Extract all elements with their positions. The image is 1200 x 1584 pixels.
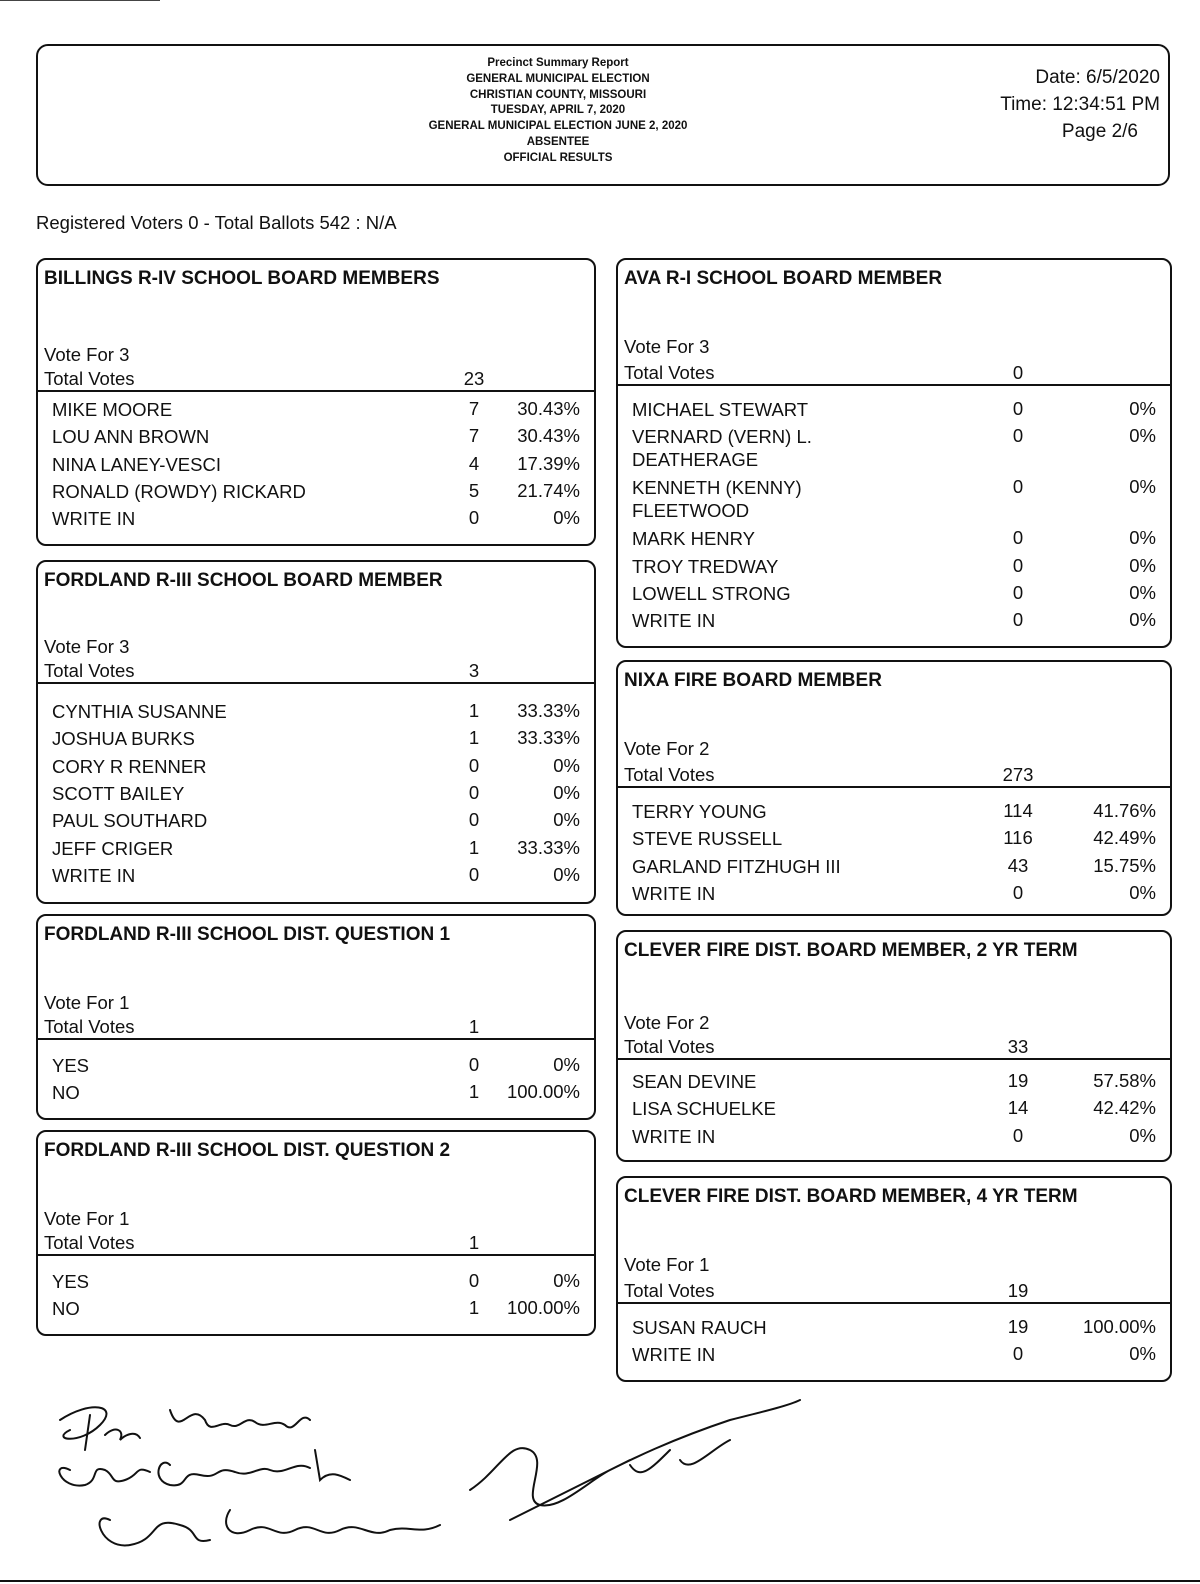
candidate-name: TROY TREDWAY	[632, 555, 779, 577]
candidate-row	[632, 527, 1170, 554]
contest-box	[616, 930, 1172, 1162]
signature-4	[470, 1400, 800, 1520]
candidate-name: YES	[52, 1055, 90, 1076]
header-divider	[38, 390, 594, 392]
candidate-row	[52, 755, 594, 782]
candidate-votes: 7	[468, 398, 480, 419]
candidate-row	[632, 1097, 1170, 1124]
candidate-name: WRITE IN	[52, 508, 136, 530]
election-date: TUESDAY, APRIL 7, 2020	[490, 104, 626, 117]
header-divider	[618, 384, 1170, 386]
candidate-name: STEVE RUSSELL	[632, 828, 783, 850]
candidate-row	[632, 1125, 1170, 1152]
candidate-percent: 15.75%	[1093, 854, 1156, 876]
candidate-votes: 114	[1003, 800, 1033, 821]
report-time: Time: 12:34:51 PM	[1000, 94, 1160, 115]
candidate-row	[632, 1343, 1170, 1370]
candidate-name: JOSHUA BURKS	[52, 728, 195, 750]
candidate-percent: 17.39%	[517, 452, 580, 474]
vote-for-label: Vote For 3	[624, 336, 710, 357]
vote-for-label: Vote For 1	[44, 992, 130, 1013]
candidate-row	[632, 425, 1170, 471]
vote-for-label: Vote For 1	[624, 1254, 710, 1275]
candidate-percent: 33.33%	[517, 727, 580, 749]
candidate-votes: 0	[1012, 609, 1024, 631]
contest-title: FORDLAND R-III SCHOOL DIST. QUESTION 1	[44, 924, 451, 945]
candidate-name: SEAN DEVINE	[632, 1071, 757, 1092]
candidate-percent: 57.58%	[1093, 1070, 1156, 1091]
candidate-name: LOWELL STRONG	[632, 582, 791, 604]
candidate-name: YES	[52, 1271, 90, 1292]
candidate-name: MICHAEL STEWART	[632, 399, 809, 420]
election-name: GENERAL MUNICIPAL ELECTION	[466, 72, 650, 85]
candidate-name: CYNTHIA SUSANNE	[52, 701, 227, 722]
total-votes-value: 1	[468, 1016, 480, 1037]
total-votes-value: 273	[1002, 764, 1034, 785]
candidate-percent: 0%	[1129, 425, 1156, 447]
total-votes-label: Total Votes	[44, 1232, 135, 1253]
candidate-votes: 43	[1007, 854, 1029, 876]
candidate-row	[52, 453, 594, 480]
candidate-name: MARK HENRY	[632, 528, 756, 550]
signature-2	[59, 1450, 350, 1486]
candidate-row	[52, 425, 594, 452]
total-votes-value: 23	[463, 368, 485, 389]
total-votes-label: Total Votes	[624, 362, 715, 383]
total-votes-value: 0	[1012, 362, 1024, 383]
page-bottom-rule	[0, 1580, 1200, 1582]
total-votes-label: Total Votes	[624, 1280, 715, 1301]
candidate-votes: 0	[468, 863, 480, 885]
candidate-name: SUSAN RAUCH	[632, 1317, 767, 1338]
vote-for-label: Vote For 2	[624, 1012, 710, 1033]
candidate-name: WRITE IN	[632, 610, 716, 632]
candidate-votes: 0	[1012, 581, 1024, 603]
candidate-row	[52, 782, 594, 809]
contest-box	[616, 258, 1172, 648]
candidate-percent: 0%	[553, 809, 580, 831]
candidate-percent: 0%	[553, 863, 580, 885]
candidate-votes: 19	[1007, 1070, 1029, 1091]
candidate-row	[632, 882, 1170, 909]
candidate-votes: 0	[1012, 425, 1024, 447]
candidate-votes: 0	[1012, 527, 1024, 549]
candidate-votes: 0	[1012, 881, 1024, 903]
candidate-row	[52, 1081, 594, 1108]
contest-title: CLEVER FIRE DIST. BOARD MEMBER, 2 YR TERM	[624, 940, 1078, 961]
candidate-row	[632, 800, 1170, 827]
header-divider	[618, 1302, 1170, 1304]
candidate-votes: 0	[1012, 476, 1024, 498]
candidate-name: VERNARD (VERN) L. DEATHERAGE	[632, 426, 812, 471]
ballot-type: ABSENTEE	[526, 135, 590, 148]
candidate-percent: 0%	[1129, 881, 1156, 903]
signature-1	[60, 1407, 310, 1450]
candidate-name-continued: DEATHERAGE	[632, 449, 759, 471]
candidate-percent: 42.42%	[1093, 1097, 1156, 1119]
candidate-row	[632, 855, 1170, 882]
candidate-row	[632, 476, 1170, 522]
contest-title: NIXA FIRE BOARD MEMBER	[624, 670, 882, 691]
report-date: Date: 6/5/2020	[1035, 67, 1160, 88]
candidate-row	[52, 700, 594, 727]
vote-for-label: Vote For 1	[44, 1208, 130, 1229]
candidate-name: WRITE IN	[52, 864, 136, 886]
vote-for-label: Vote For 3	[44, 636, 130, 657]
candidate-percent: 0%	[1129, 609, 1156, 631]
candidate-name: RONALD (ROWDY) RICKARD	[52, 480, 306, 502]
candidate-votes: 14	[1007, 1097, 1029, 1119]
candidate-row	[632, 1070, 1170, 1097]
vote-for-label: Vote For 2	[624, 738, 710, 759]
candidate-votes: 19	[1007, 1316, 1029, 1337]
header-divider	[618, 1058, 1170, 1060]
candidate-percent: 0%	[553, 1270, 580, 1291]
candidate-row	[52, 1270, 594, 1297]
signature-3	[100, 1510, 440, 1545]
candidate-votes: 0	[1012, 554, 1024, 576]
candidate-name: NO	[52, 1298, 80, 1320]
candidate-percent: 30.43%	[517, 398, 580, 419]
candidate-name: WRITE IN	[632, 882, 716, 904]
candidate-name: TERRY YOUNG	[632, 801, 767, 822]
page-number: Page 2/6	[1061, 121, 1138, 142]
contest-title: CLEVER FIRE DIST. BOARD MEMBER, 4 YR TERM	[624, 1186, 1078, 1207]
contest-box	[36, 914, 596, 1120]
candidate-name: WRITE IN	[632, 1344, 716, 1366]
candidate-votes: 1	[468, 727, 480, 749]
contest-box	[616, 660, 1172, 916]
candidate-name: KENNETH (KENNY) FLEETWOOD	[632, 477, 802, 522]
candidate-votes: 1	[468, 1081, 480, 1103]
contest-box	[36, 560, 596, 904]
total-votes-value: 19	[1007, 1280, 1029, 1301]
candidate-votes: 0	[468, 809, 480, 831]
candidate-votes: 1	[468, 836, 480, 858]
candidate-votes: 1	[468, 700, 480, 721]
candidate-percent: 33.33%	[517, 836, 580, 858]
candidate-name: MIKE MOORE	[52, 399, 173, 420]
total-votes-label: Total Votes	[44, 660, 135, 681]
candidate-votes: 116	[1003, 827, 1033, 849]
total-votes-label: Total Votes	[624, 1036, 715, 1057]
registered-voters-summary: Registered Voters 0 - Total Ballots 542 : N/A	[36, 212, 397, 233]
candidate-votes: 0	[1012, 398, 1024, 419]
election-subtitle: GENERAL MUNICIPAL ELECTION JUNE 2, 2020	[428, 120, 688, 133]
candidate-name: LOU ANN BROWN	[52, 426, 210, 448]
candidate-row	[632, 609, 1170, 636]
candidate-row	[632, 1316, 1170, 1343]
total-votes-value: 33	[1007, 1036, 1029, 1057]
candidate-row	[52, 727, 594, 754]
total-votes-label: Total Votes	[44, 368, 135, 389]
header-divider	[38, 1254, 594, 1256]
candidate-row	[632, 555, 1170, 582]
candidate-percent: 0%	[553, 1054, 580, 1075]
candidate-votes: 0	[468, 781, 480, 803]
total-votes-label: Total Votes	[624, 764, 715, 785]
candidate-name: JEFF CRIGER	[52, 837, 174, 859]
candidate-percent: 100.00%	[506, 1081, 580, 1103]
candidate-votes: 1	[468, 1297, 480, 1319]
contest-box	[616, 1176, 1172, 1382]
candidate-percent: 0%	[553, 507, 580, 529]
candidate-row	[52, 1297, 594, 1324]
candidate-row	[52, 507, 594, 534]
candidate-percent: 0%	[553, 754, 580, 776]
report-title-block	[258, 56, 858, 167]
county-name: CHRISTIAN COUNTY, MISSOURI	[469, 88, 647, 101]
candidate-percent: 0%	[553, 781, 580, 803]
candidate-percent: 30.43%	[517, 425, 580, 447]
candidate-votes: 0	[1012, 1124, 1024, 1146]
candidate-percent: 0%	[1129, 554, 1156, 576]
contest-title: AVA R-I SCHOOL BOARD MEMBER	[624, 268, 943, 289]
candidate-percent: 41.76%	[1093, 800, 1156, 821]
header-divider	[38, 1038, 594, 1040]
candidate-percent: 21.74%	[517, 479, 580, 501]
candidate-percent: 100.00%	[506, 1297, 580, 1319]
contest-box	[36, 1130, 596, 1336]
page-edge-mark	[0, 0, 160, 1]
candidate-percent: 0%	[1129, 1124, 1156, 1146]
vote-for-label: Vote For 3	[44, 344, 130, 365]
candidate-votes: 0	[1012, 1343, 1024, 1365]
candidate-votes: 7	[468, 425, 480, 447]
candidate-name: SCOTT BAILEY	[52, 782, 185, 804]
results-status: OFFICIAL RESULTS	[503, 151, 613, 164]
candidate-row	[52, 480, 594, 507]
signatures-image	[30, 1380, 830, 1580]
header-divider	[38, 682, 594, 684]
candidate-row	[632, 827, 1170, 854]
candidate-percent: 0%	[1129, 581, 1156, 603]
candidate-percent: 0%	[1129, 476, 1156, 498]
candidate-votes: 4	[468, 452, 480, 474]
candidate-votes: 0	[468, 754, 480, 776]
candidate-row	[632, 582, 1170, 609]
candidate-votes: 0	[468, 1054, 480, 1075]
candidate-name: PAUL SOUTHARD	[52, 810, 208, 832]
candidate-row	[52, 809, 594, 836]
candidate-percent: 42.49%	[1093, 827, 1156, 849]
candidate-name: NINA LANEY-VESCI	[52, 453, 221, 475]
candidate-votes: 5	[468, 479, 480, 501]
candidate-votes: 0	[468, 1270, 480, 1291]
candidate-row	[632, 398, 1170, 425]
candidate-votes: 0	[468, 507, 480, 529]
report-title: Precinct Summary Report	[487, 57, 629, 69]
candidate-percent: 33.33%	[517, 700, 580, 721]
candidate-name: WRITE IN	[632, 1125, 716, 1147]
total-votes-value: 1	[468, 1232, 480, 1253]
candidate-name: CORY R RENNER	[52, 755, 207, 777]
candidate-row	[52, 398, 594, 425]
candidate-percent: 100.00%	[1082, 1316, 1156, 1337]
candidate-percent: 0%	[1129, 1343, 1156, 1365]
total-votes-value: 3	[468, 660, 480, 681]
candidate-name: LISA SCHUELKE	[632, 1098, 776, 1120]
candidate-name-continued: FLEETWOOD	[632, 500, 750, 522]
candidate-percent: 0%	[1129, 527, 1156, 549]
candidate-row	[52, 837, 594, 864]
header-divider	[618, 786, 1170, 788]
total-votes-label: Total Votes	[44, 1016, 135, 1037]
candidate-name: NO	[52, 1082, 80, 1104]
candidate-percent: 0%	[1129, 398, 1156, 419]
contest-title: FORDLAND R-III SCHOOL DIST. QUESTION 2	[44, 1140, 451, 1161]
candidate-row	[52, 864, 594, 891]
contest-title: BILLINGS R-IV SCHOOL BOARD MEMBERS	[44, 268, 440, 289]
contest-box	[36, 258, 596, 546]
contest-title: FORDLAND R-III SCHOOL BOARD MEMBER	[44, 570, 443, 591]
report-header	[36, 44, 1170, 186]
candidate-name: GARLAND FITZHUGH III	[632, 855, 841, 877]
candidate-row	[52, 1054, 594, 1081]
report-meta	[1000, 64, 1160, 145]
